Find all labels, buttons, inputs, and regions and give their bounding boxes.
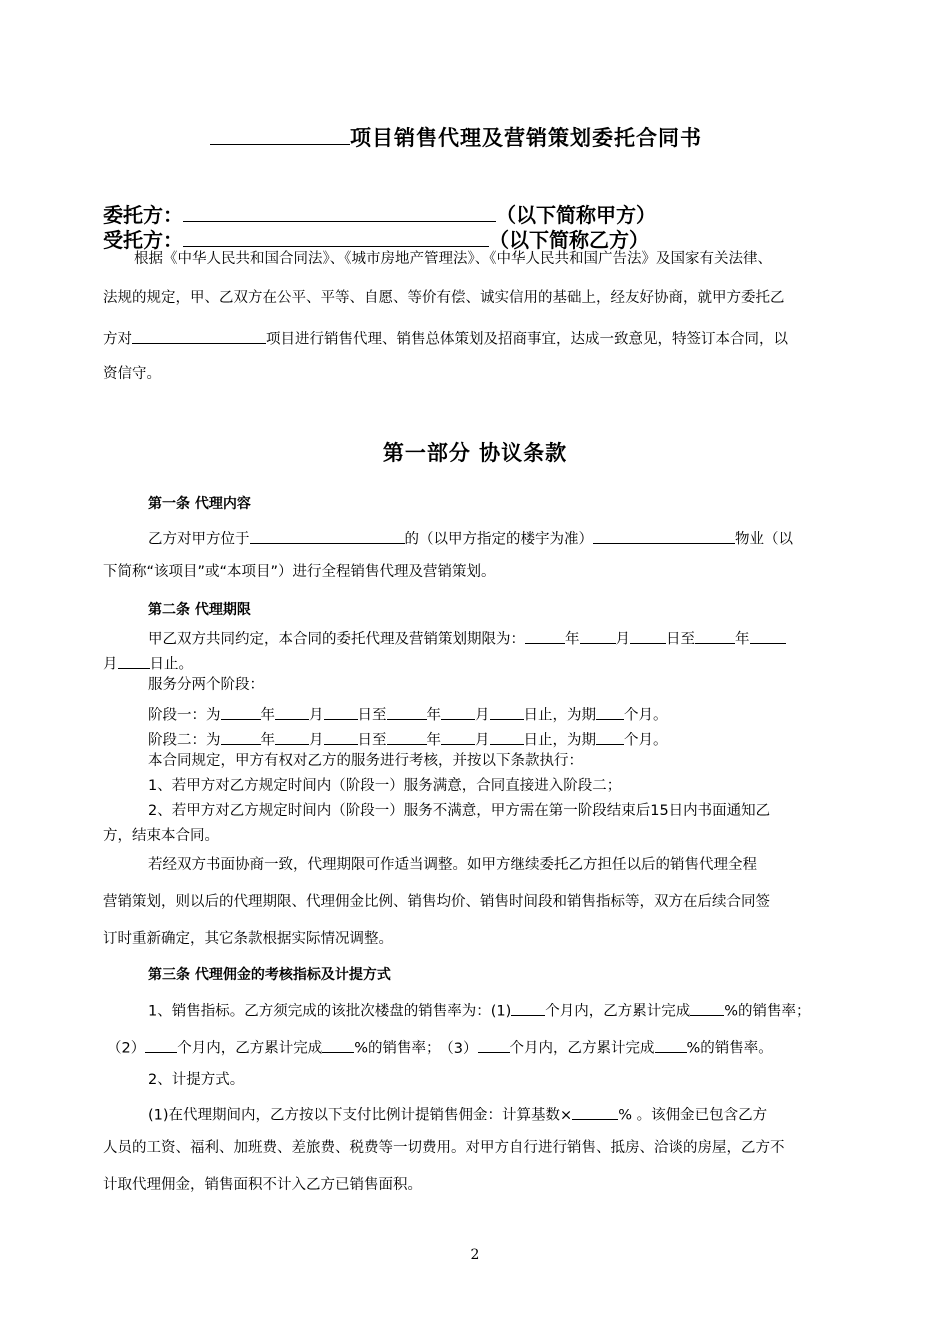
rate-blank[interactable] — [322, 1037, 354, 1053]
year-blank[interactable] — [387, 729, 427, 745]
commission-line: (1)在代理期间内，乙方按以下支付比例计提销售佣金：计算基数× % 。该佣金已包含乙方 — [148, 1104, 895, 1123]
property-blank[interactable] — [593, 528, 735, 544]
months-blank[interactable] — [596, 729, 624, 745]
month-blank[interactable] — [275, 704, 309, 720]
rate-blank[interactable] — [690, 1000, 724, 1016]
year-blank[interactable] — [387, 704, 427, 720]
article1-line: 乙方对甲方位于 的（以甲方指定的楼宇为准） 物业（以 — [148, 528, 895, 547]
assessment-line: 本合同规定，甲方有权对乙方的服务进行考核，并按以下条款执行： — [148, 753, 583, 769]
term-line: 月 日止。 — [103, 653, 850, 672]
page-number: 2 — [470, 1247, 480, 1263]
part1-heading: 第一部分 协议条款 — [382, 441, 568, 465]
adjust-line: 营销策划，则以后的代理期限、代理佣金比例、销售均价、销售时间段和销售指标等，双方在后续合同签 — [103, 894, 770, 910]
article3-heading: 第三条 代理佣金的考核指标及计提方式 — [148, 967, 391, 983]
assessment-line: 1、若甲方对乙方规定时间内（阶段一）服务满意，合同直接进入阶段二； — [148, 778, 622, 794]
months-blank[interactable] — [511, 1000, 545, 1016]
term-line: 甲乙双方共同约定，本合同的委托代理及营销策划期限为： 年 月 日至 年 — [148, 628, 895, 647]
assessment-line: 方，结束本合同。 — [103, 828, 219, 844]
article1-line: 下简称“该项目”或“本项目”）进行全程销售代理及营销策划。 — [103, 564, 496, 580]
party-a-line: 委托方： （以下简称甲方） — [103, 199, 850, 228]
month-blank[interactable] — [441, 704, 475, 720]
assessment-line: 2、若甲方对乙方规定时间内（阶段一）服务不满意，甲方需在第一阶段结束后15日内书面通知乙 — [148, 803, 771, 819]
day-blank[interactable] — [324, 729, 358, 745]
adjust-line: 若经双方书面协商一致，代理期限可作适当调整。如甲方继续委托乙方担任以后的销售代理全程 — [148, 857, 757, 873]
months-blank[interactable] — [145, 1037, 177, 1053]
stages-intro: 服务分两个阶段： — [148, 677, 264, 693]
month-blank[interactable] — [580, 628, 616, 644]
commission-line: 计取代理佣金，销售面积不计入乙方已销售面积。 — [103, 1177, 422, 1193]
article2-heading: 第二条 代理期限 — [148, 602, 251, 618]
commission-method: 2、计提方式。 — [148, 1072, 245, 1088]
intro-line: 方对 项目进行销售代理、销售总体策划及招商事宜，达成一致意见，特签订本合同，以 — [103, 328, 850, 347]
year-blank[interactable] — [221, 729, 261, 745]
project-name-blank[interactable] — [210, 122, 350, 145]
month-blank[interactable] — [441, 729, 475, 745]
intro-line: 资信守。 — [103, 366, 161, 382]
party-b-line: 受托方： （以下简称乙方） — [103, 224, 850, 253]
intro-line: 根据《中华人民共和国合同法》、《城市房地产管理法》、《中华人民共和国广告法》及国家有关法律、 — [134, 251, 772, 267]
day-blank[interactable] — [118, 653, 150, 669]
party-b-blank[interactable] — [183, 225, 489, 247]
intro-line: 法规的规定，甲、乙双方在公平、平等、自愿、等价有偿、诚实信用的基础上，经友好协商，就甲方委托乙 — [103, 290, 785, 306]
party-a-blank[interactable] — [183, 200, 496, 222]
sales-target-line: 1、销售指标。乙方须完成的该批次楼盘的销售率为：(1) 个月内，乙方累计完成 %的销售率； — [148, 1000, 895, 1019]
months-blank[interactable] — [478, 1037, 510, 1053]
day-blank[interactable] — [630, 628, 666, 644]
year-blank[interactable] — [695, 628, 735, 644]
day-blank[interactable] — [490, 704, 524, 720]
commission-rate-blank[interactable] — [572, 1104, 618, 1120]
months-blank[interactable] — [596, 704, 624, 720]
stage2-line: 阶段二：为 年 月 日至 年 月 日止，为期 个月。 — [148, 729, 895, 748]
month-blank[interactable] — [750, 628, 786, 644]
year-blank[interactable] — [525, 628, 565, 644]
commission-line: 人员的工资、福利、加班费、差旅费、税费等一切费用。对甲方自行进行销售、抵房、洽谈的房屋，乙方不 — [103, 1140, 785, 1156]
adjust-line: 订时重新确定，其它条款根据实际情况调整。 — [103, 931, 393, 947]
day-blank[interactable] — [490, 729, 524, 745]
project-blank[interactable] — [132, 328, 266, 344]
document-title: 项目销售代理及营销策划委托合同书 — [210, 122, 950, 152]
year-blank[interactable] — [221, 704, 261, 720]
stage1-line: 阶段一：为 年 月 日至 年 月 日止，为期 个月。 — [148, 704, 895, 723]
day-blank[interactable] — [324, 704, 358, 720]
article1-heading: 第一条 代理内容 — [148, 496, 251, 512]
rate-blank[interactable] — [655, 1037, 687, 1053]
sales-target-line: （2） 个月内，乙方累计完成 %的销售率； （3） 个月内，乙方累计完成 %的销售率。 — [107, 1037, 854, 1056]
location-blank[interactable] — [250, 528, 405, 544]
month-blank[interactable] — [275, 729, 309, 745]
